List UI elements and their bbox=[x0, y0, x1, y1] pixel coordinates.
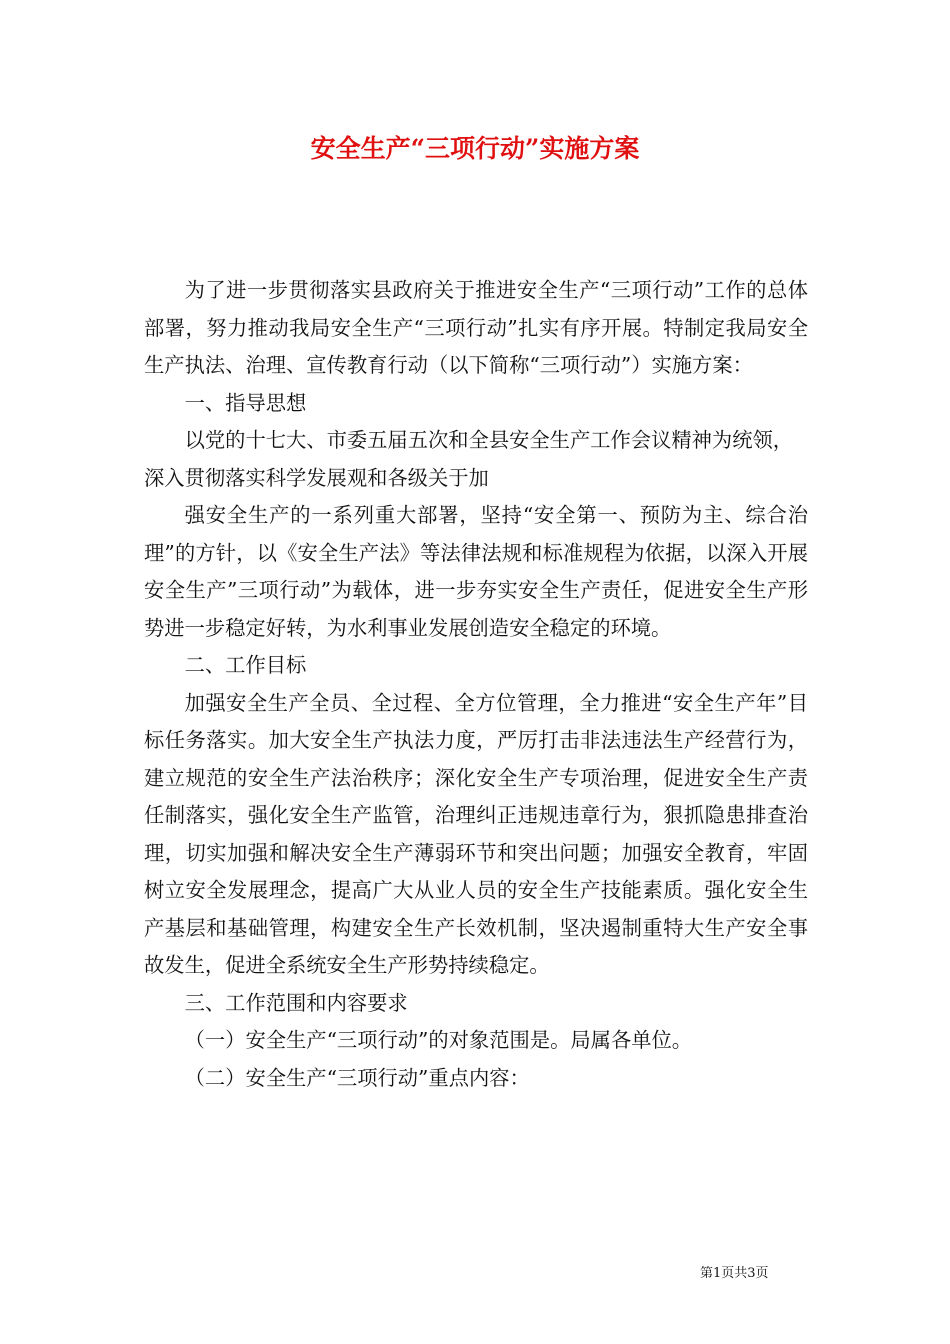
document-title: 安全生产“三项行动”实施方案 bbox=[310, 134, 640, 163]
page-number: 第1页共3页 bbox=[700, 1266, 769, 1281]
document-body bbox=[144, 272, 808, 1097]
item-scope: （一）安全生产“三项行动”的对象范围是。局属各单位。 bbox=[184, 1028, 693, 1052]
paragraph-guiding-ideology-cont: 强安全生产的一系列重大部署，坚持“安全第一、预防为主、综合治理”的方针，以《安全生产法》等法律法规和标准规程为依据，以深入开展安全生产”三项行动”为载体，进一步夯实安全生产责任，促进安全生产形势进一步稳定好转，为水利事业发展创造安全稳定的环境。 bbox=[144, 503, 808, 640]
heading-guiding-ideology: 一、指导思想 bbox=[184, 390, 307, 415]
paragraph-guiding-ideology: 以党的十七大、市委五届五次和全县安全生产工作会议精神为统领，深入贯彻落实科学发展观和各级关于加 bbox=[144, 428, 794, 490]
paragraph-work-goals: 加强安全生产全员、全过程、全方位管理，全力推进“安全生产年”目标任务落实。加大安全生产执法力度，严厉打击非法违法生产经营行为，建立规范的安全生产法治秩序；深化安全生产专项治理，促进安全生产责任制落实，强化安全生产监管，治理纠正违规违章行为，狠抓隐患排查治理，切实加强和解决安全生产薄弱环节和突出问题；加强安全教育，牢固树立安全发展理念，提高广大从业人员的安全生产技能素质。强化安全生产基层和基础管理，构建安全生产长效机制，坚决遏制重特大生产安全事故发生，促进全系统安全生产形势持续稳定。 bbox=[144, 690, 808, 977]
heading-work-goals: 二、工作目标 bbox=[184, 653, 307, 677]
paragraph-intro: 为了进一步贯彻落实县政府关于推进安全生产“三项行动”工作的总体部署，努力推动我局安全生产“三项行动”扎实有序开展。特制定我局安全生产执法、治理、宣传教育行动（以下简称“三项行动”）实施方案： bbox=[144, 278, 808, 377]
heading-scope-requirements: 三、工作范围和内容要求 bbox=[184, 990, 408, 1015]
item-key-content: （二）安全生产“三项行动”重点内容： bbox=[184, 1065, 530, 1090]
